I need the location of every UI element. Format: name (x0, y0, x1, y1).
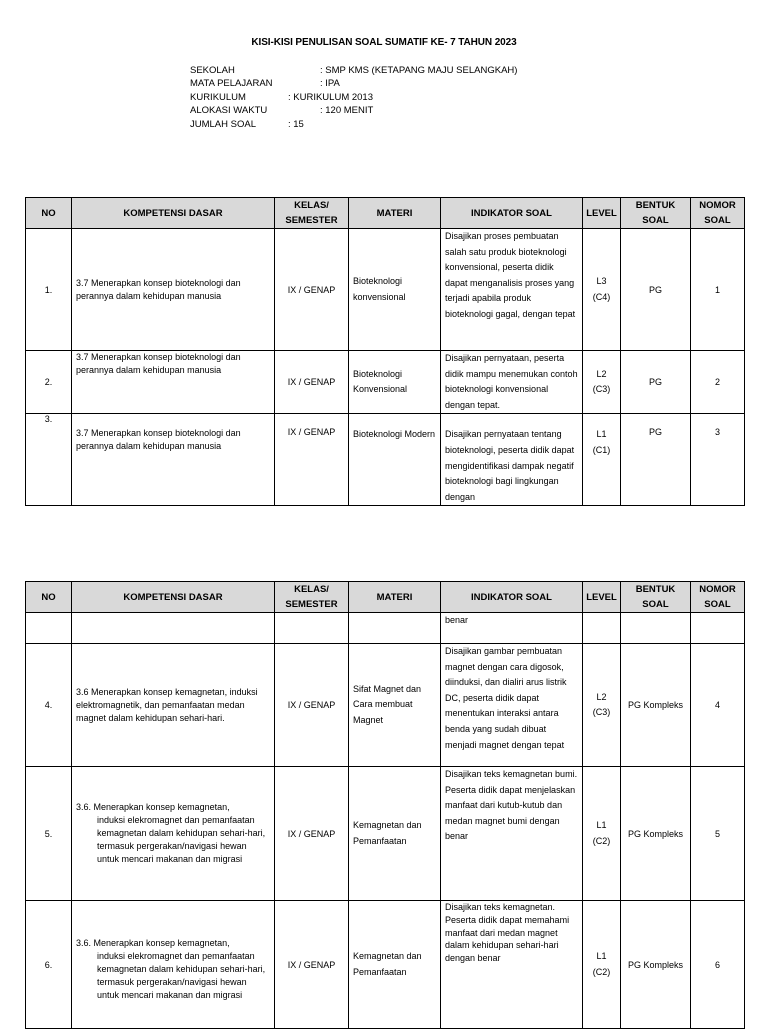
table-row (26, 901, 745, 1029)
meta-value: : 120 MENIT (320, 105, 374, 117)
cell-indikator: Disajikan teks kemagnetan. Peserta didik dapat memahami manfaat dari medan magnet dalam kehidupan sehari-hari dengan benar (441, 901, 583, 1029)
meta-label: JUMLAH SOAL (190, 118, 256, 130)
cell-level (583, 351, 621, 414)
level-code: L1 (596, 820, 607, 831)
level-cognitive: (C4) (592, 291, 611, 302)
cell-kelas: IX / GENAP (275, 351, 349, 414)
header-nomor: NOMOR (699, 200, 736, 211)
cell-kelas: IX / GENAP (275, 229, 349, 351)
cell-nomor: 2 (691, 351, 745, 414)
table-row (26, 351, 745, 414)
table-header-row (26, 198, 745, 229)
header-bentuk-soal (621, 198, 691, 229)
kd-first-line: 3.6. Menerapkan konsep kemagnetan, (76, 938, 230, 948)
cell-nomor: 6 (691, 901, 745, 1029)
cell-kelas: IX / GENAP (275, 644, 349, 767)
header-soal: SOAL (642, 215, 669, 226)
cell-indikator: Disajikan pernyataan tentang bioteknologi, peserta didik dapat mengidentifikasi dampak negatif bioteknologi bagi lingkungan dengan (441, 414, 583, 506)
cell-indikator: Disajikan proses pembuatan salah satu produk bioteknologi konvensional, peserta didik dapat menganalisis proses yang terjadi apabila produk bioteknologi gagal, dengan tepat (441, 229, 583, 351)
header-kompetensi-dasar: KOMPETENSI DASAR (72, 198, 275, 229)
header-no: NO (26, 582, 72, 613)
table-row-continuation (26, 613, 745, 644)
cell-bentuk: PG (621, 351, 691, 414)
kd-continuation: induksi elekromagnet dan pemanfaatan kemagnetan dalam kehidupan sehari-hari, termasuk pergerakan/navigasi hewan untuk mencari makanan dan migrasi (97, 815, 266, 864)
header-nomor: NOMOR (699, 584, 736, 595)
cell-level (583, 767, 621, 901)
meta-value: : SMP KMS (KETAPANG MAJU SELANGKAH) (320, 65, 518, 76)
cell-level (583, 229, 621, 351)
level-code: L1 (596, 951, 607, 962)
cell-nomor: 3 (691, 414, 745, 506)
table-row (26, 414, 745, 506)
meta-value: : IPA (320, 78, 340, 90)
cell-level (583, 414, 621, 506)
header-kelas-semester (275, 198, 349, 229)
table-header-row (26, 582, 745, 613)
level-cognitive: (C3) (592, 384, 611, 395)
header-level: LEVEL (583, 198, 621, 229)
header-semester: SEMESTER (285, 599, 338, 610)
cell-materi: Bioteknologi konvensional (349, 229, 441, 351)
cell-nomor: 4 (691, 644, 745, 767)
header-kelas: KELAS/ (294, 584, 329, 595)
table-row (26, 767, 745, 901)
header-level: LEVEL (583, 582, 621, 613)
header-kelas: KELAS/ (294, 200, 329, 211)
header-bentuk-soal (621, 582, 691, 613)
header-semester: SEMESTER (285, 215, 338, 226)
table-row (26, 229, 745, 351)
level-cognitive: (C2) (592, 835, 611, 846)
header-no: NO (26, 198, 72, 229)
cell-nomor: 5 (691, 767, 745, 901)
cell-indikator: Disajikan gambar pembuatan magnet dengan cara digosok, diinduksi, dan dialiri arus listrik DC, peserta didik dapat menentukan interaksi antara benda yang sudah dibuat menjadi magnet dengan tepat (441, 644, 583, 767)
cell-kompetensi-dasar (72, 767, 275, 901)
cell-indikator: Disajikan teks kemagnetan bumi. Peserta didik dapat menjelaskan manfaat dari kutub-kutub dan medan magnet bumi dengan benar (441, 767, 583, 901)
cell-level (583, 644, 621, 767)
cell-kelas: IX / GENAP (275, 414, 349, 506)
cell-materi: Kemagnetan dan Pemanfaatan (349, 767, 441, 901)
cell-no: 3. (26, 414, 72, 506)
header-bentuk: BENTUK (635, 584, 676, 595)
cell-level (583, 901, 621, 1029)
kisi-table-2 (25, 581, 745, 1029)
level-code: L2 (596, 691, 607, 702)
cell-kompetensi-dasar: 3.7 Menerapkan konsep bioteknologi dan perannya dalam kehidupan manusia (72, 351, 275, 414)
level-code: L3 (596, 276, 607, 287)
header-soal: SOAL (704, 215, 731, 226)
cell-no: 5. (26, 767, 72, 901)
table-row (26, 644, 745, 767)
cell-bentuk: PG (621, 414, 691, 506)
cell-bentuk: PG Kompleks (621, 901, 691, 1029)
kd-first-line: 3.6. Menerapkan konsep kemagnetan, (76, 802, 230, 812)
cell-no: 2. (26, 351, 72, 414)
meta-label: MATA PELAJARAN (190, 78, 273, 90)
header-kelas-semester (275, 582, 349, 613)
kisi-table-1 (25, 197, 745, 506)
meta-label: KURIKULUM (190, 91, 246, 103)
level-cognitive: (C3) (592, 707, 611, 717)
kd-continuation: induksi elekromagnet dan pemanfaatan kemagnetan dalam kehidupan sehari-hari, termasuk pergerakan/navigasi hewan untuk mencari makanan dan migrasi (97, 951, 266, 1000)
level-code: L1 (596, 429, 607, 440)
cell-indikator: benar (441, 613, 583, 644)
cell-kelas: IX / GENAP (275, 901, 349, 1029)
document-title: KISI-KISI PENULISAN SOAL SUMATIF KE- 7 TAHUN 2023 (251, 37, 517, 48)
cell-kompetensi-dasar: 3.6 Menerapkan konsep kemagnetan, induksi elektromagnetik, dan pemanfaatan medan magnet dalam kehidupan sehari-hari. (72, 644, 275, 767)
cell-indikator: Disajikan pernyataan, peserta didik mampu menemukan contoh bioteknologi konvensional dengan tepat. (441, 351, 583, 414)
cell-materi: Sifat Magnet dan Cara membuat Magnet (349, 644, 441, 767)
cell-kelas: IX / GENAP (275, 767, 349, 901)
level-cognitive: (C1) (592, 444, 611, 455)
cell-no: 1. (26, 229, 72, 351)
cell-bentuk: PG Kompleks (621, 644, 691, 767)
cell-no: 6. (26, 901, 72, 1029)
cell-kompetensi-dasar: 3.7 Menerapkan konsep bioteknologi dan perannya dalam kehidupan manusia (72, 414, 275, 506)
cell-bentuk: PG (621, 229, 691, 351)
header-materi: MATERI (349, 582, 441, 613)
meta-label: SEKOLAH (190, 65, 235, 76)
meta-value: : KURIKULUM 2013 (288, 91, 374, 103)
cell-materi: Bioteknologi Modern (349, 414, 441, 506)
meta-value: : 15 (288, 118, 304, 130)
header-indikator-soal: INDIKATOR SOAL (441, 198, 583, 229)
cell-materi: Bioteknologi Konvensional (349, 351, 441, 414)
cell-kompetensi-dasar (72, 901, 275, 1029)
header-nomor-soal (691, 198, 745, 229)
cell-nomor: 1 (691, 229, 745, 351)
header-indikator-soal: INDIKATOR SOAL (441, 582, 583, 613)
cell-bentuk: PG Kompleks (621, 767, 691, 901)
cell-materi: Kemagnetan dan Pemanfaatan (349, 901, 441, 1029)
header-soal: SOAL (704, 599, 731, 610)
header-bentuk: BENTUK (635, 200, 676, 211)
meta-label: ALOKASI WAKTU (190, 105, 268, 117)
level-code: L2 (596, 368, 607, 379)
cell-kompetensi-dasar: 3.7 Menerapkan konsep bioteknologi dan perannya dalam kehidupan manusia (72, 229, 275, 351)
header-kompetensi-dasar: KOMPETENSI DASAR (72, 582, 275, 613)
header-soal: SOAL (642, 599, 669, 610)
header-materi: MATERI (349, 198, 441, 229)
header-nomor-soal (691, 582, 745, 613)
cell-no: 4. (26, 644, 72, 767)
level-cognitive: (C2) (592, 966, 611, 977)
